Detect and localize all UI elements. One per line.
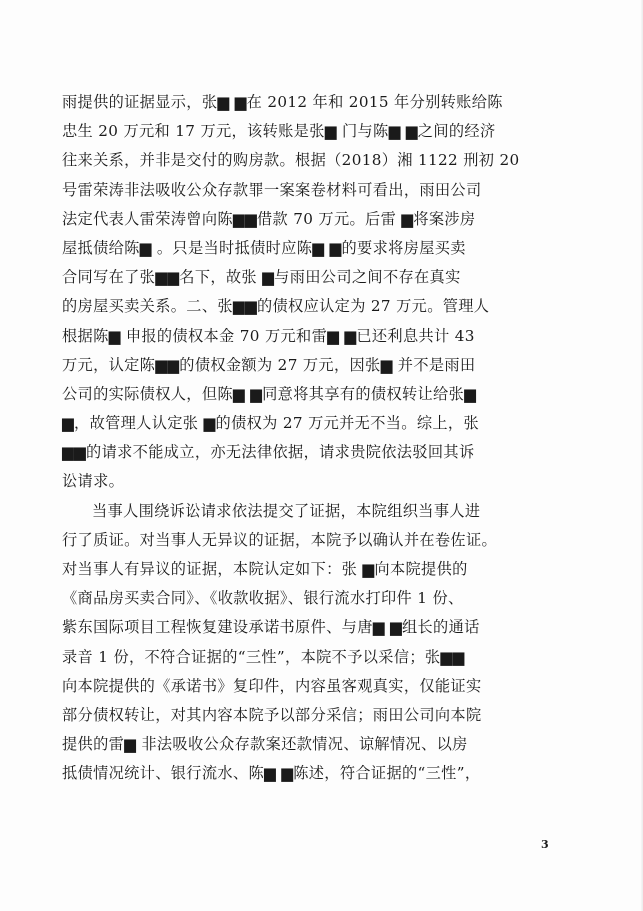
page-number: 3 <box>541 838 549 851</box>
text-line: 讼请求。 <box>62 472 125 491</box>
text-line: 向本院提供的《承诺书》复印件，内容虽客观真实，仅能证实 <box>62 676 482 695</box>
text-line: 抵债情况统计、银行流水、陈▆ ▆陈述，符合证据的“三性”， <box>62 764 481 783</box>
paragraph-start-line: 当事人围绕诉讼请求依法提交了证据，本院组织当事人进 <box>92 501 481 520</box>
text-line: 雨提供的证据显示，张▆ ▆在 2012 年和 2015 年分别转账给陈 <box>62 93 503 111</box>
text-line: 根据陈▆ 申报的债权本金 70 万元和雷▆ ▆已还利息共计 43 <box>62 326 475 345</box>
text-line: 对当事人有异议的证据，本院认定如下：张 ▆向本院提供的 <box>62 560 468 578</box>
text-line: 紫东国际项目工程恢复建设承诺书原件、与唐▆ ▆组长的通话 <box>62 618 480 637</box>
text-line: 万元，认定陈▆▆的债权金额为 27 万元，因张▆ 并不是雨田 <box>62 355 476 374</box>
text-line: 公司的实际债权人，但陈▆ ▆同意将其享有的债权转让给张▆ <box>62 384 477 403</box>
text-line: ▆，故管理人认定张 ▆的债权为 27 万元并无不当。综上，张 <box>62 414 479 433</box>
text-line: 部分债权转让，对其内容本院予以部分采信；雨田公司向本院 <box>62 705 482 724</box>
text-line: 提供的雷▆ 非法吸收公众存款案还款情况、谅解情况、以房 <box>62 735 468 754</box>
text-line: 《商品房买卖合同》、《收款收据》、银行流水打印件 1 份、 <box>62 589 464 608</box>
text-line: 忠生 20 万元和 17 万元，该转账是张▆ 门与陈▆ ▆之间的经济 <box>62 122 496 141</box>
text-line: 屋抵债给陈▆ 。只是当时抵债时应陈▆ ▆的要求将房屋买卖 <box>62 238 466 257</box>
text-line: 行了质证。对当事人无异议的证据，本院予以确认并在卷佐证。 <box>62 530 498 549</box>
text-line: 的房屋买卖关系。二、张▆▆的债权应认定为 27 万元。管理人 <box>62 297 490 316</box>
text-line: 录音 1 份，不符合证据的“三性”，本院不予以采信；张▆▆ <box>62 647 465 666</box>
body-text <box>62 88 562 789</box>
text-line: ▆▆的请求不能成立，亦无法律依据，请求贵院依法驳回其诉 <box>62 443 475 462</box>
text-line: 法定代表人雷荣涛曾向陈▆▆借款 70 万元。后雷 ▆将案涉房 <box>62 209 476 228</box>
text-line: 往来关系，并非是交付的购房款。根据（2018）湘 1122 刑初 20 <box>62 151 520 170</box>
text-line: 合同写在了张▆▆名下，故张 ▆与雨田公司之间不存在真实 <box>62 268 461 287</box>
text-line: 号雷荣涛非法吸收公众存款罪一案案卷材料可看出，雨田公司 <box>62 180 482 199</box>
